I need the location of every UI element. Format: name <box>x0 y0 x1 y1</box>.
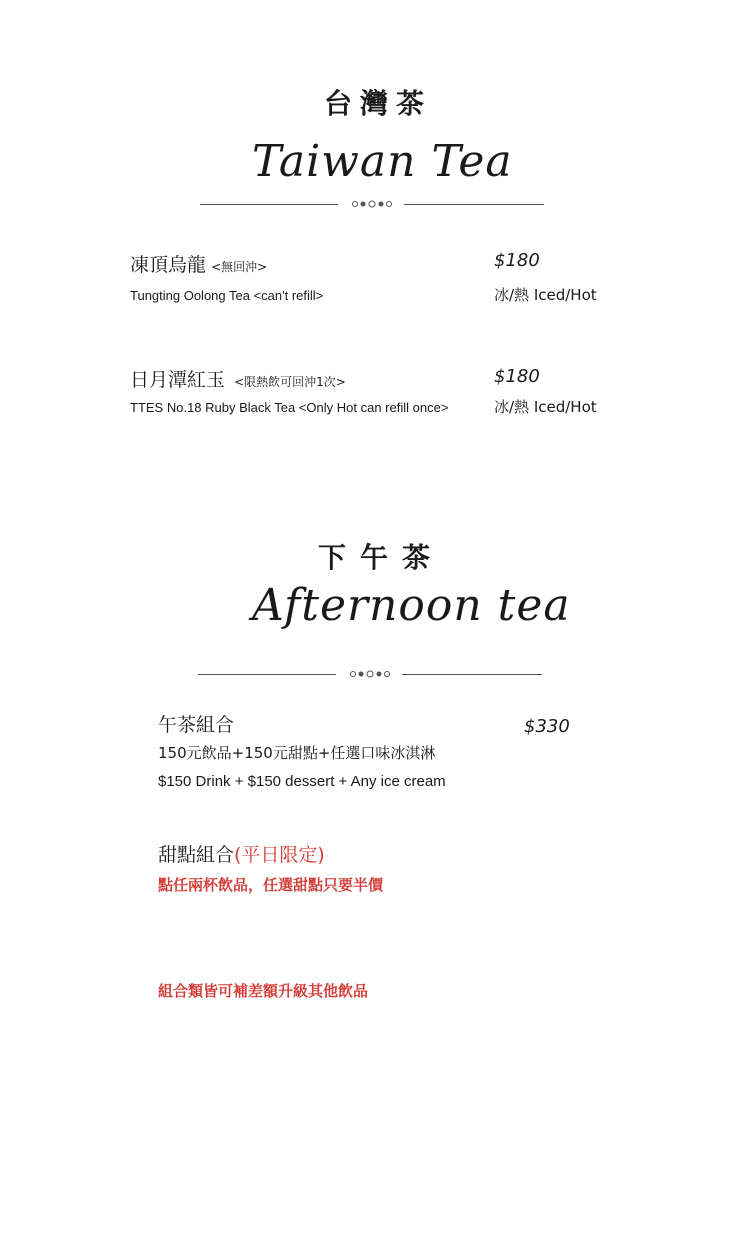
tea-item-name: 凍頂烏龍 <box>130 254 207 276</box>
tea-item-price-1: $180 <box>494 250 540 271</box>
combo-line-en-1: $150 Drink + $150 dessert + Any ice cream <box>158 773 446 790</box>
combo-line-zh-1: 150元飲品+150元甜點+任選口味冰淇淋 <box>158 744 436 762</box>
tea-item-note: <無回沖> <box>211 260 268 274</box>
taiwan-tea-zh-title: 台灣茶 <box>324 87 433 120</box>
afternoon-tea-en-title: Afternoon tea <box>252 580 571 631</box>
combo-line-zh-2: 點任兩杯飲品，任選甜點只要半價 <box>158 876 384 894</box>
tea-item-name-1 <box>130 250 267 277</box>
tea-item-temp-2: 冰/熱 Iced/Hot <box>494 398 597 416</box>
combo-name-2 <box>158 840 325 867</box>
combo-name-suffix: (平日限定) <box>234 844 325 866</box>
combo-price-1: $330 <box>524 716 570 737</box>
tea-item-price-2: $180 <box>494 366 540 387</box>
tea-item-note: <限熱飲可回沖1次> <box>234 375 346 389</box>
afternoon-tea-zh-title: 下午茶 <box>318 541 445 574</box>
ornament-icon <box>348 668 392 680</box>
section-divider-2 <box>198 668 542 680</box>
combo-name-1: 午茶組合 <box>158 714 235 736</box>
tea-item-temp-1: 冰/熱 Iced/Hot <box>494 286 597 304</box>
combo-name: 甜點組合 <box>158 844 235 866</box>
tea-item-en-1: Tungting Oolong Tea <can't refill> <box>130 288 324 303</box>
tea-item-name: 日月潭紅玉 <box>130 369 226 391</box>
tea-item-name-2 <box>130 365 346 392</box>
ornament-icon <box>350 198 394 210</box>
tea-item-en-2: TTES No.18 Ruby Black Tea <Only Hot can refill once> <box>130 400 449 415</box>
footnote: 組合類皆可補差額升級其他飲品 <box>158 982 369 1000</box>
taiwan-tea-en-title: Taiwan Tea <box>252 136 513 187</box>
section-divider-1 <box>200 198 544 210</box>
